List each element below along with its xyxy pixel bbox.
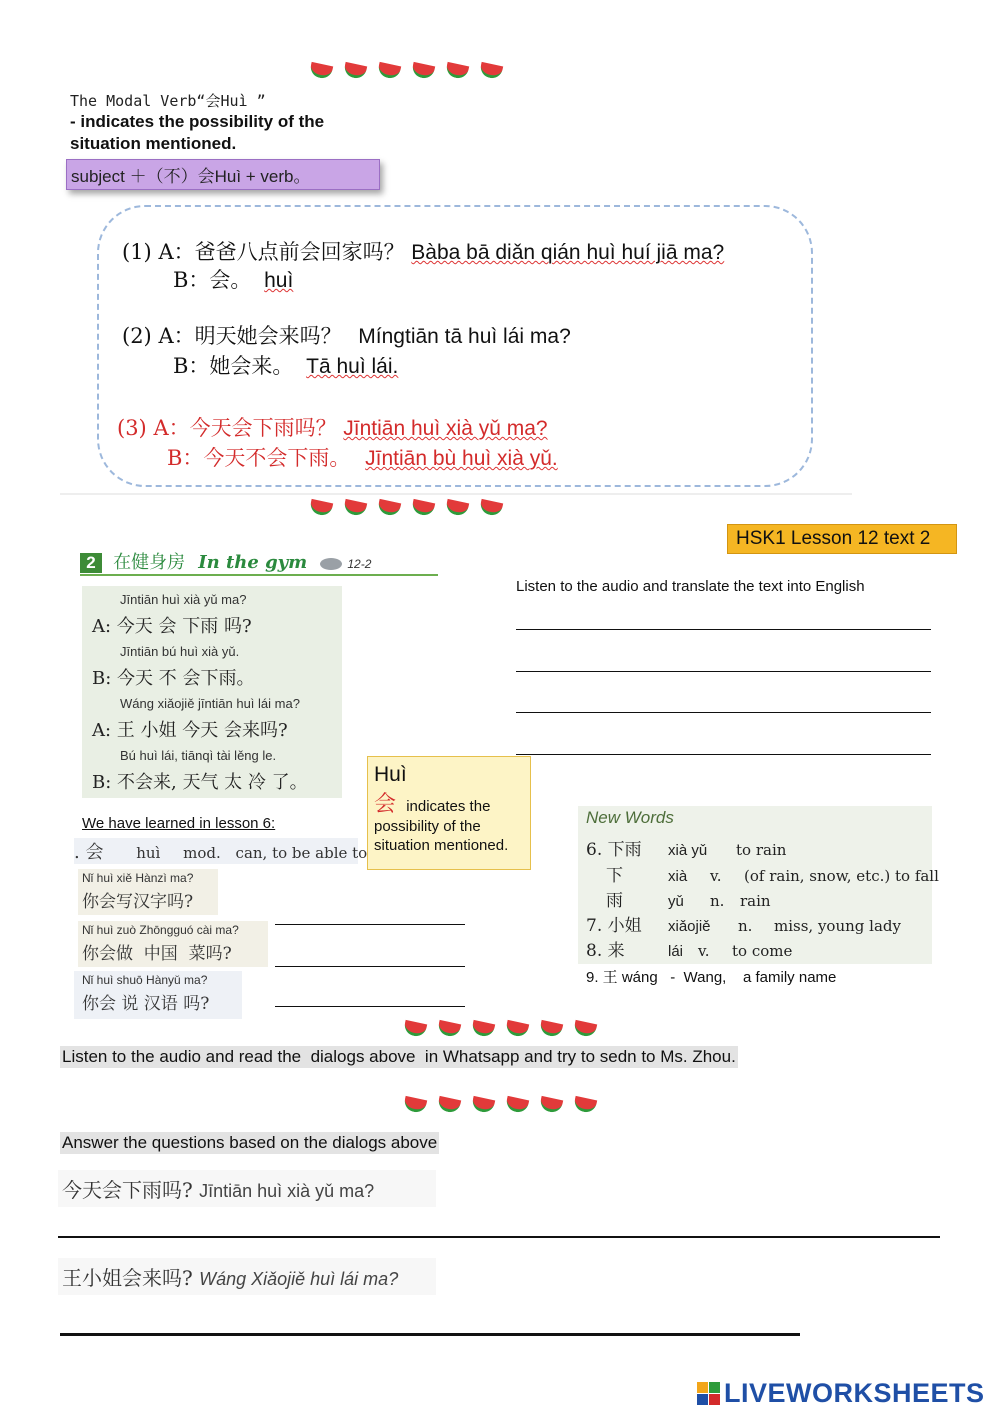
example-pinyin: Nǐ huì xiě Hànzì ma? xyxy=(82,871,194,885)
example-3-answer xyxy=(167,442,558,472)
watermelon-icon xyxy=(445,499,469,517)
example-pinyin: Nǐ huì zuò Zhōngguó cài ma? xyxy=(82,923,239,937)
liveworksheets-logo xyxy=(697,1378,985,1409)
hui-note xyxy=(367,756,531,870)
translation-answer-line[interactable] xyxy=(516,671,931,672)
answer-line[interactable] xyxy=(275,1006,465,1007)
translation-answer-line[interactable] xyxy=(516,629,931,630)
answer-line-1[interactable] xyxy=(58,1236,940,1238)
dialog-pinyin: Jīntiān bú huì xià yǔ. xyxy=(120,644,240,659)
lesson-label: HSK1 Lesson 12 text 2 xyxy=(727,524,957,554)
cd-icon xyxy=(320,558,342,570)
watermelon-icon xyxy=(403,1020,427,1038)
word-pinyin: lái xyxy=(668,943,684,960)
word-chinese: 8. 来 xyxy=(586,941,625,961)
watermelon-icon xyxy=(479,499,503,517)
question-chinese: 今天会下雨吗? xyxy=(62,1178,193,1202)
watermelon-icon xyxy=(343,62,367,80)
example-chinese: 你会写汉字吗? xyxy=(82,892,194,912)
example-3-question xyxy=(117,412,548,442)
example-chinese: 你会做 中国 菜吗? xyxy=(82,944,232,964)
example-1-question xyxy=(122,236,724,266)
note-line-3: situation mentioned. xyxy=(374,837,509,854)
word-pos: n. xyxy=(710,892,725,910)
textbook-header xyxy=(80,548,438,576)
watermelon-icon xyxy=(377,62,401,80)
watermelon-icon xyxy=(437,1020,461,1038)
watermelon-decoration-lower xyxy=(404,1022,596,1036)
description-line-1: - indicates the possibility of the xyxy=(70,112,325,131)
dialog-chinese: B: 不会来, 天气 太 冷 了。 xyxy=(92,772,308,793)
lesson6-example xyxy=(78,869,218,915)
new-words-heading: New Words xyxy=(586,808,674,827)
new-word-row xyxy=(586,835,786,860)
watermelon-icon xyxy=(479,62,503,80)
watermelon-icon xyxy=(411,499,435,517)
text-title-chinese: 在健身房 xyxy=(113,552,186,573)
word-pinyin: xià xyxy=(668,868,688,885)
word-english: miss, young lady xyxy=(774,917,901,935)
watermelon-icon xyxy=(573,1020,597,1038)
new-word-row xyxy=(586,911,901,936)
example-chinese: B：会。 xyxy=(173,268,252,292)
dialog-chinese: B: 今天 不 会下雨。 xyxy=(92,668,255,689)
watermelon-decoration-top xyxy=(310,64,502,78)
translate-instruction: Listen to the audio and translate the text into English xyxy=(516,578,865,595)
read-instruction: Listen to the audio and read the dialogs above in Whatsapp and try to sedn to Ms. Zhou. xyxy=(62,1047,736,1066)
example-pinyin: Tā huì lái. xyxy=(306,355,399,378)
word-chinese: 6. 下雨 xyxy=(586,840,642,860)
word-pos: n. xyxy=(738,917,753,935)
watermelon-icon xyxy=(471,1096,495,1114)
lesson6-heading: We have learned in lesson 6: xyxy=(82,815,276,832)
example-number: (3) xyxy=(117,416,147,440)
new-word-row xyxy=(606,886,771,911)
example-pinyin: Nǐ huì shuō Hànyǔ ma? xyxy=(82,973,208,987)
watermelon-icon xyxy=(377,499,401,517)
word-english: rain xyxy=(740,892,771,910)
new-word-row xyxy=(606,861,939,886)
answer-line[interactable] xyxy=(275,966,465,967)
vocab-english: can, to be able to xyxy=(235,844,368,862)
watermelon-decoration-bottom xyxy=(404,1098,596,1112)
lesson6-vocab-entry xyxy=(74,838,368,864)
logo-text: LIVEWORKSHEETS xyxy=(724,1378,985,1408)
dialog-pinyin: Wáng xiǎojiě jīntiān huì lái ma? xyxy=(120,696,300,711)
word-pos: v. xyxy=(710,867,722,885)
watermelon-icon xyxy=(411,62,435,80)
new-word-extra: 9. 王 wáng - Wang, a family name xyxy=(586,969,837,986)
vocab-pinyin: huì xyxy=(136,844,161,862)
watermelon-decoration-middle xyxy=(310,501,502,515)
textbook-dialog xyxy=(82,586,342,798)
example-chinese: A：今天会下雨吗？ xyxy=(153,416,337,440)
example-chinese: B：今天不会下雨。 xyxy=(167,446,351,470)
translation-answer-line[interactable] xyxy=(516,712,931,713)
example-1-answer xyxy=(173,264,293,294)
word-english: to rain xyxy=(736,841,787,859)
watermelon-icon xyxy=(309,62,333,80)
watermelon-icon xyxy=(471,1020,495,1038)
example-chinese: B：她会来。 xyxy=(173,354,294,378)
note-line-1: indicates the xyxy=(406,798,491,815)
watermelon-icon xyxy=(309,499,333,517)
word-chinese: 7. 小姐 xyxy=(586,916,642,936)
watermelon-icon xyxy=(445,62,469,80)
example-2-question xyxy=(122,320,571,350)
answer-line-2[interactable] xyxy=(60,1333,800,1336)
word-chinese: 下 xyxy=(606,866,623,886)
watermelon-icon xyxy=(403,1096,427,1114)
watermelon-icon xyxy=(343,499,367,517)
word-pinyin: xiǎojiě xyxy=(668,918,711,935)
example-number: (2) xyxy=(122,324,152,348)
watermelon-icon xyxy=(505,1096,529,1114)
word-chinese: 雨 xyxy=(606,891,623,911)
question-pinyin: Jīntiān huì xià yǔ ma? xyxy=(199,1181,375,1201)
text-number-badge: 2 xyxy=(80,553,102,573)
modal-verb-title: The Modal Verb“会Huì ” xyxy=(70,92,266,110)
grammar-formula: subject ＋（不）会Huì + verb。 xyxy=(66,159,380,190)
watermelon-icon xyxy=(437,1096,461,1114)
logo-mark-icon xyxy=(697,1382,720,1405)
translation-answer-line[interactable] xyxy=(516,754,931,755)
note-pinyin: Huì xyxy=(374,763,407,786)
audio-track-number: 12-2 xyxy=(347,557,372,571)
section-divider xyxy=(60,493,852,495)
dialog-pinyin: Jīntiān huì xià yǔ ma? xyxy=(120,592,247,607)
vocab-chinese: . 会 xyxy=(74,842,104,863)
answer-line[interactable] xyxy=(275,924,465,925)
watermelon-icon xyxy=(505,1020,529,1038)
dialog-chinese: A: 今天 会 下雨 吗? xyxy=(92,616,252,637)
dialog-pinyin: Bú huì lái, tiānqì tài lěng le. xyxy=(120,748,277,763)
example-pinyin: Jīntiān bù huì xià yǔ. xyxy=(365,447,558,470)
watermelon-icon xyxy=(573,1096,597,1114)
example-pinyin: Míngtiān tā huì lái ma? xyxy=(358,325,571,348)
description-line-2: situation mentioned. xyxy=(70,134,237,153)
example-chinese: 你会 说 汉语 吗? xyxy=(82,994,210,1014)
example-chinese: A：明天她会来吗？ xyxy=(158,324,342,348)
question-chinese: 王小姐会来吗? xyxy=(62,1266,193,1290)
example-pinyin: huì xyxy=(264,269,294,292)
word-pinyin: yǔ xyxy=(668,893,684,910)
question-2 xyxy=(58,1258,436,1295)
example-pinyin: Jīntiān huì xià yǔ ma? xyxy=(343,417,548,440)
text-title-english: In the gym xyxy=(198,552,308,573)
lesson6-example xyxy=(74,971,242,1019)
watermelon-icon xyxy=(539,1020,563,1038)
new-word-row xyxy=(586,936,792,961)
example-chinese: A：爸爸八点前会回家吗？ xyxy=(158,240,405,264)
word-pos: v. xyxy=(698,942,710,960)
word-pinyin: xià yǔ xyxy=(668,842,708,859)
lesson6-example xyxy=(78,921,268,967)
note-character: 会 xyxy=(374,792,397,817)
example-pinyin: Bàba bā diǎn qián huì huí jiā ma? xyxy=(411,241,725,264)
question-pinyin: Wáng Xiǎojiě huì lái ma? xyxy=(199,1269,399,1289)
example-2-answer xyxy=(173,350,398,380)
dialog-chinese: A: 王 小姐 今天 会来吗? xyxy=(92,720,288,741)
example-number: (1) xyxy=(122,240,152,264)
word-english: (of rain, snow, etc.) to fall xyxy=(744,867,939,885)
answer-instruction: Answer the questions based on the dialogs above xyxy=(62,1133,438,1152)
watermelon-icon xyxy=(539,1096,563,1114)
question-1 xyxy=(58,1170,436,1207)
word-english: to come xyxy=(732,942,793,960)
vocab-part-of-speech: mod. xyxy=(183,844,221,862)
note-line-2: possibility of the xyxy=(374,818,481,835)
